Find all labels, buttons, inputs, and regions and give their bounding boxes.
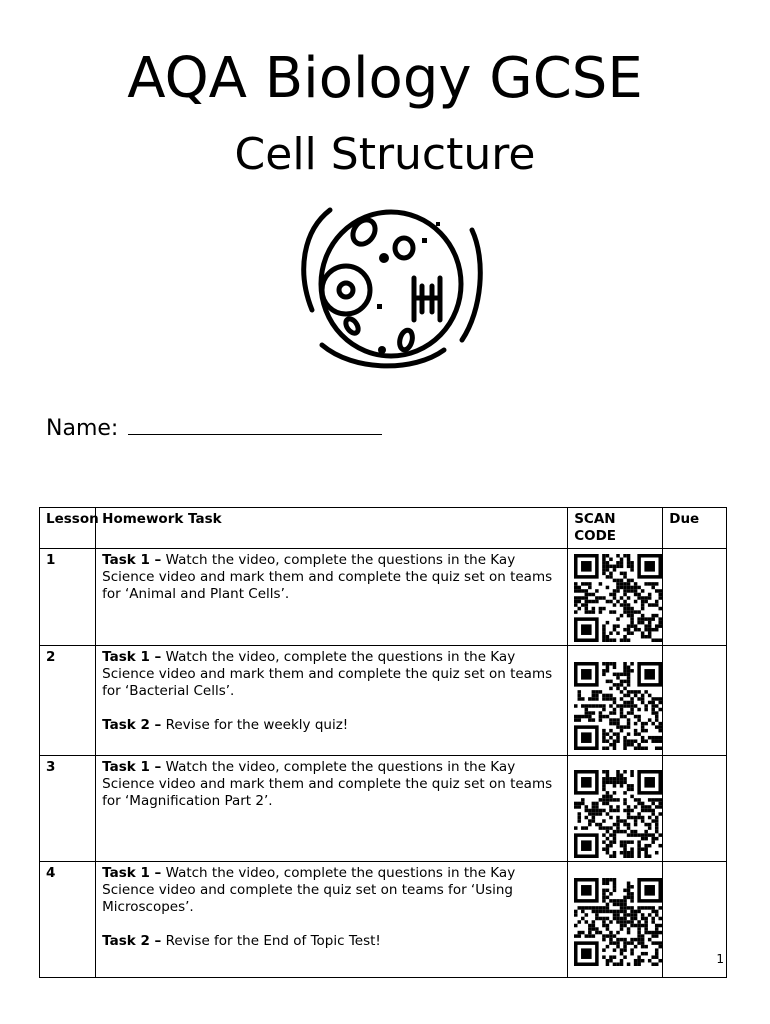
- name-label: Name:: [46, 416, 119, 441]
- lesson-number: 4: [40, 862, 96, 978]
- task-text: Revise for the weekly quiz!: [161, 717, 349, 733]
- task-label: Task 1 –: [102, 759, 162, 775]
- qr-code-icon[interactable]: [574, 662, 662, 750]
- table-row: [40, 862, 727, 978]
- table-row: [40, 549, 727, 646]
- due-cell: [663, 646, 727, 756]
- due-cell: [663, 756, 727, 862]
- homework-task-cell: [96, 549, 568, 646]
- table-row: [40, 756, 727, 862]
- header-scan-code: SCAN CODE: [568, 508, 663, 549]
- task-text: Watch the video, complete the questions in the Kay Science video and complete the quiz set on teams for ‘Using Microscopes’.: [102, 865, 516, 915]
- homework-task-cell: [96, 756, 568, 862]
- qr-code-icon[interactable]: [574, 554, 662, 642]
- page-number: 1: [716, 952, 724, 966]
- task-text: Watch the video, complete the questions in the Kay Science video and mark them and complete the quiz set on teams for ‘Animal and Plant Cells’.: [102, 552, 553, 602]
- document-subtitle: Cell Structure: [234, 129, 536, 180]
- table-row: [40, 646, 727, 756]
- header-lesson: Lesson: [40, 508, 96, 549]
- scan-code-cell: [568, 756, 663, 862]
- qr-code-icon[interactable]: [574, 878, 662, 966]
- header-due: Due: [663, 508, 727, 549]
- table-header-row: [40, 508, 727, 549]
- cell-icon: [294, 200, 484, 370]
- due-cell: [663, 549, 727, 646]
- name-field[interactable]: [128, 416, 382, 435]
- homework-table: [39, 507, 727, 978]
- scan-code-cell: [568, 549, 663, 646]
- task-label: Task 1 –: [102, 865, 162, 881]
- name-field-row: [46, 414, 382, 444]
- task-text: Watch the video, complete the questions in the Kay Science video and mark them and complete the quiz set on teams for ‘Bacterial Cells’.: [102, 649, 553, 699]
- document-title: AQA Biology GCSE: [127, 46, 643, 111]
- homework-task-cell: [96, 646, 568, 756]
- task-text: Watch the video, complete the questions in the Kay Science video and mark them and complete the quiz set on teams for ‘Magnification Part 2’.: [102, 759, 553, 809]
- task-label: Task 2 –: [102, 717, 162, 733]
- task-text: Revise for the End of Topic Test!: [161, 933, 381, 949]
- task-label: Task 2 –: [102, 933, 162, 949]
- task-label: Task 1 –: [102, 552, 162, 568]
- header-homework-task: Homework Task: [96, 508, 568, 549]
- homework-task-cell: [96, 862, 568, 978]
- lesson-number: 1: [40, 549, 96, 646]
- scan-code-cell: [568, 646, 663, 756]
- lesson-number: 3: [40, 756, 96, 862]
- scan-code-cell: [568, 862, 663, 978]
- task-label: Task 1 –: [102, 649, 162, 665]
- lesson-number: 2: [40, 646, 96, 756]
- qr-code-icon[interactable]: [574, 770, 662, 858]
